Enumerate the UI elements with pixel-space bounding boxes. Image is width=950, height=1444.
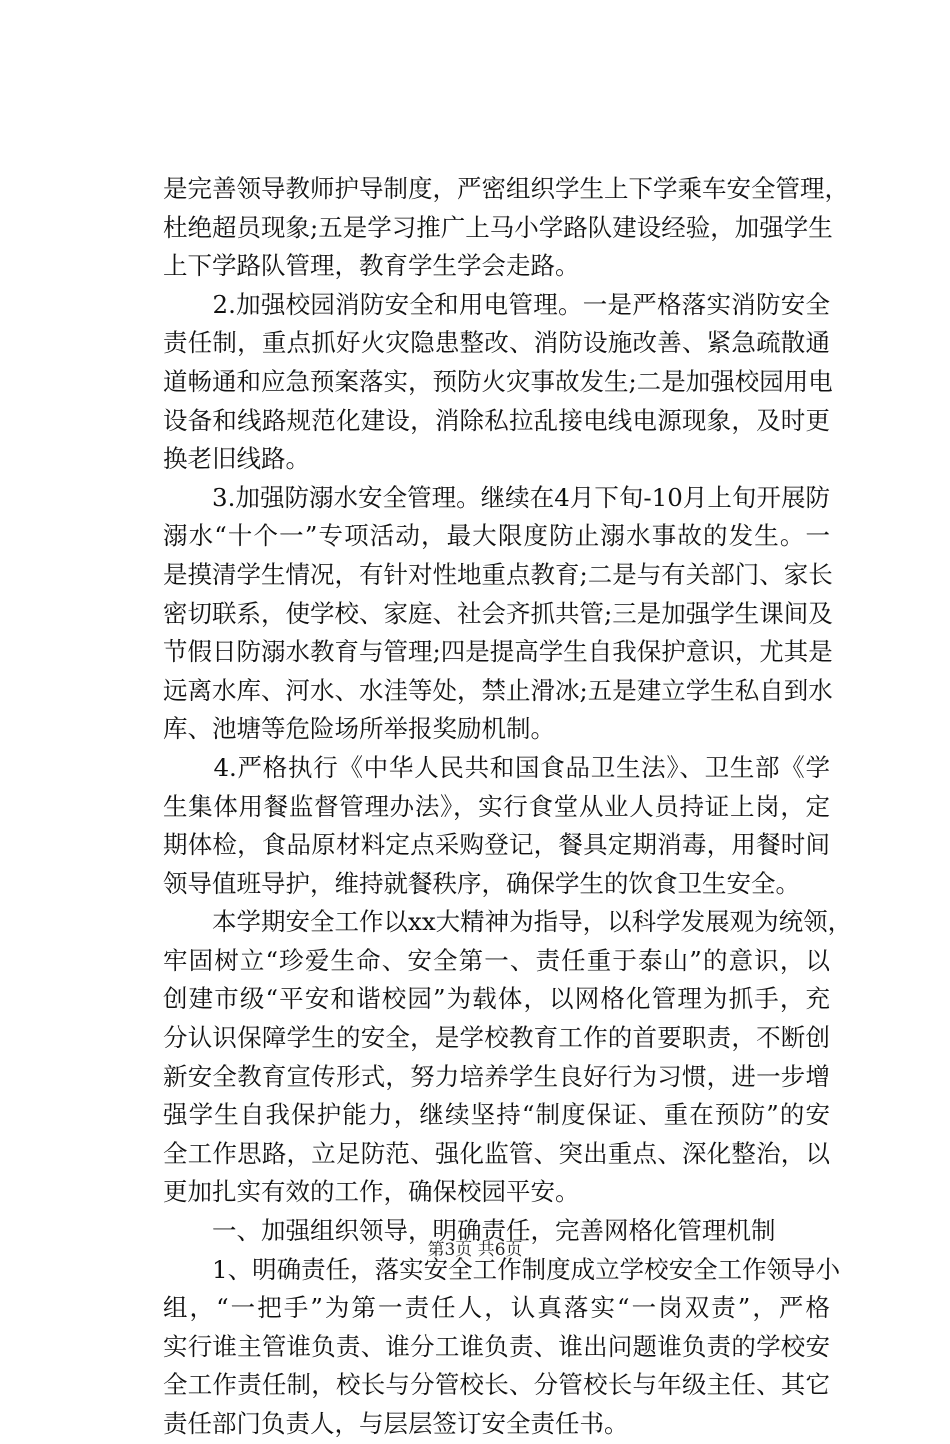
text-line: 是摸清学生情况，有针对性地重点教育;二是与有关部门、家长: [163, 559, 833, 589]
text-line: 一、加强组织领导，明确责任，完善网格化管理机制: [163, 1216, 776, 1246]
text-line: 牢固树立“珍爱生命、安全第一、责任重于泰山”的意识，以: [163, 945, 830, 975]
text-line: 上下学路队管理，教育学生学会走路。: [163, 251, 580, 281]
text-line: 设备和线路规范化建设，消除私拉乱接电线电源现象，及时更: [163, 405, 830, 435]
text-line: 强学生自我保护能力，继续坚持“制度保证、重在预防”的安: [163, 1100, 830, 1130]
text-line: 换老旧线路。: [163, 444, 310, 474]
text-line: 是完善领导教师护导制度，严密组织学生上下学乘车安全管理，: [163, 174, 849, 203]
text-line: 期体检，食品原材料定点采购登记，餐具定期消毒，用餐时间: [163, 830, 830, 860]
text-line: 新安全教育宣传形式，努力培养学生良好行为习惯，进一步增: [163, 1061, 830, 1091]
text-line: 组，“一把手”为第一责任人，认真落实“一岗双责”，严格: [163, 1293, 830, 1323]
text-line: 实行谁主管谁负责、谁分工谁负责、谁出问题谁负责的学校安: [163, 1331, 830, 1361]
text-line: 全工作责任制，校长与分管校长、分管校长与年级主任、其它: [163, 1370, 830, 1400]
text-line: 4.严格执行《中华人民共和国食品卫生法》、卫生部《学: [163, 752, 830, 782]
text-line: 远离水库、河水、水洼等处，禁止滑冰;五是建立学生私自到水: [163, 675, 833, 705]
text-line: 生集体用餐监督管理办法》，实行食堂从业人员持证上岗，定: [163, 791, 830, 821]
text-line: 责任部门负责人，与层层签订安全责任书。: [163, 1409, 629, 1438]
text-line: 3.加强防溺水安全管理。继续在4月下旬-10月上旬开展防: [163, 482, 830, 512]
text-line: 溺水“十个一”专项活动，最大限度防止溺水事故的发生。一: [163, 521, 830, 551]
text-line: 领导值班导护，维持就餐秩序，确保学生的饮食卫生安全。: [163, 868, 800, 898]
text-line: 道畅通和应急预案落实，预防火灾事故发生;二是加强校园用电: [163, 366, 833, 396]
text-line: 密切联系，使学校、家庭、社会齐抓共管;三是加强学生课间及: [163, 598, 833, 628]
text-line: 更加扎实有效的工作，确保校园平安。: [163, 1177, 580, 1207]
text-line: 库、池塘等危险场所举报奖励机制。: [163, 714, 555, 744]
text-line: 全工作思路，立足防范、强化监管、突出重点、深化整治，以: [163, 1138, 830, 1168]
text-line: 2.加强校园消防安全和用电管理。一是严格落实消防安全: [163, 289, 830, 319]
text-line: 责任制，重点抓好火灾隐患整改、消防设施改善、紧急疏散通: [163, 328, 830, 358]
page-footer: 第3页 共6页: [427, 1240, 523, 1260]
text-line: 创建市级“平安和谐校园”为载体，以网格化管理为抓手，充: [163, 984, 830, 1014]
text-line: 节假日防溺水教育与管理;四是提高学生自我保护意识，尤其是: [163, 637, 833, 667]
text-line: 本学期安全工作以xx大精神为指导，以科学发展观为统领，: [163, 907, 853, 937]
text-line: 1、明确责任，落实安全工作制度成立学校安全工作领导小: [163, 1254, 841, 1284]
text-line: 杜绝超员现象;五是学习推广上马小学路队建设经验，加强学生: [163, 212, 833, 242]
text-line: 分认识保障学生的安全，是学校教育工作的首要职责，不断创: [163, 1023, 830, 1053]
